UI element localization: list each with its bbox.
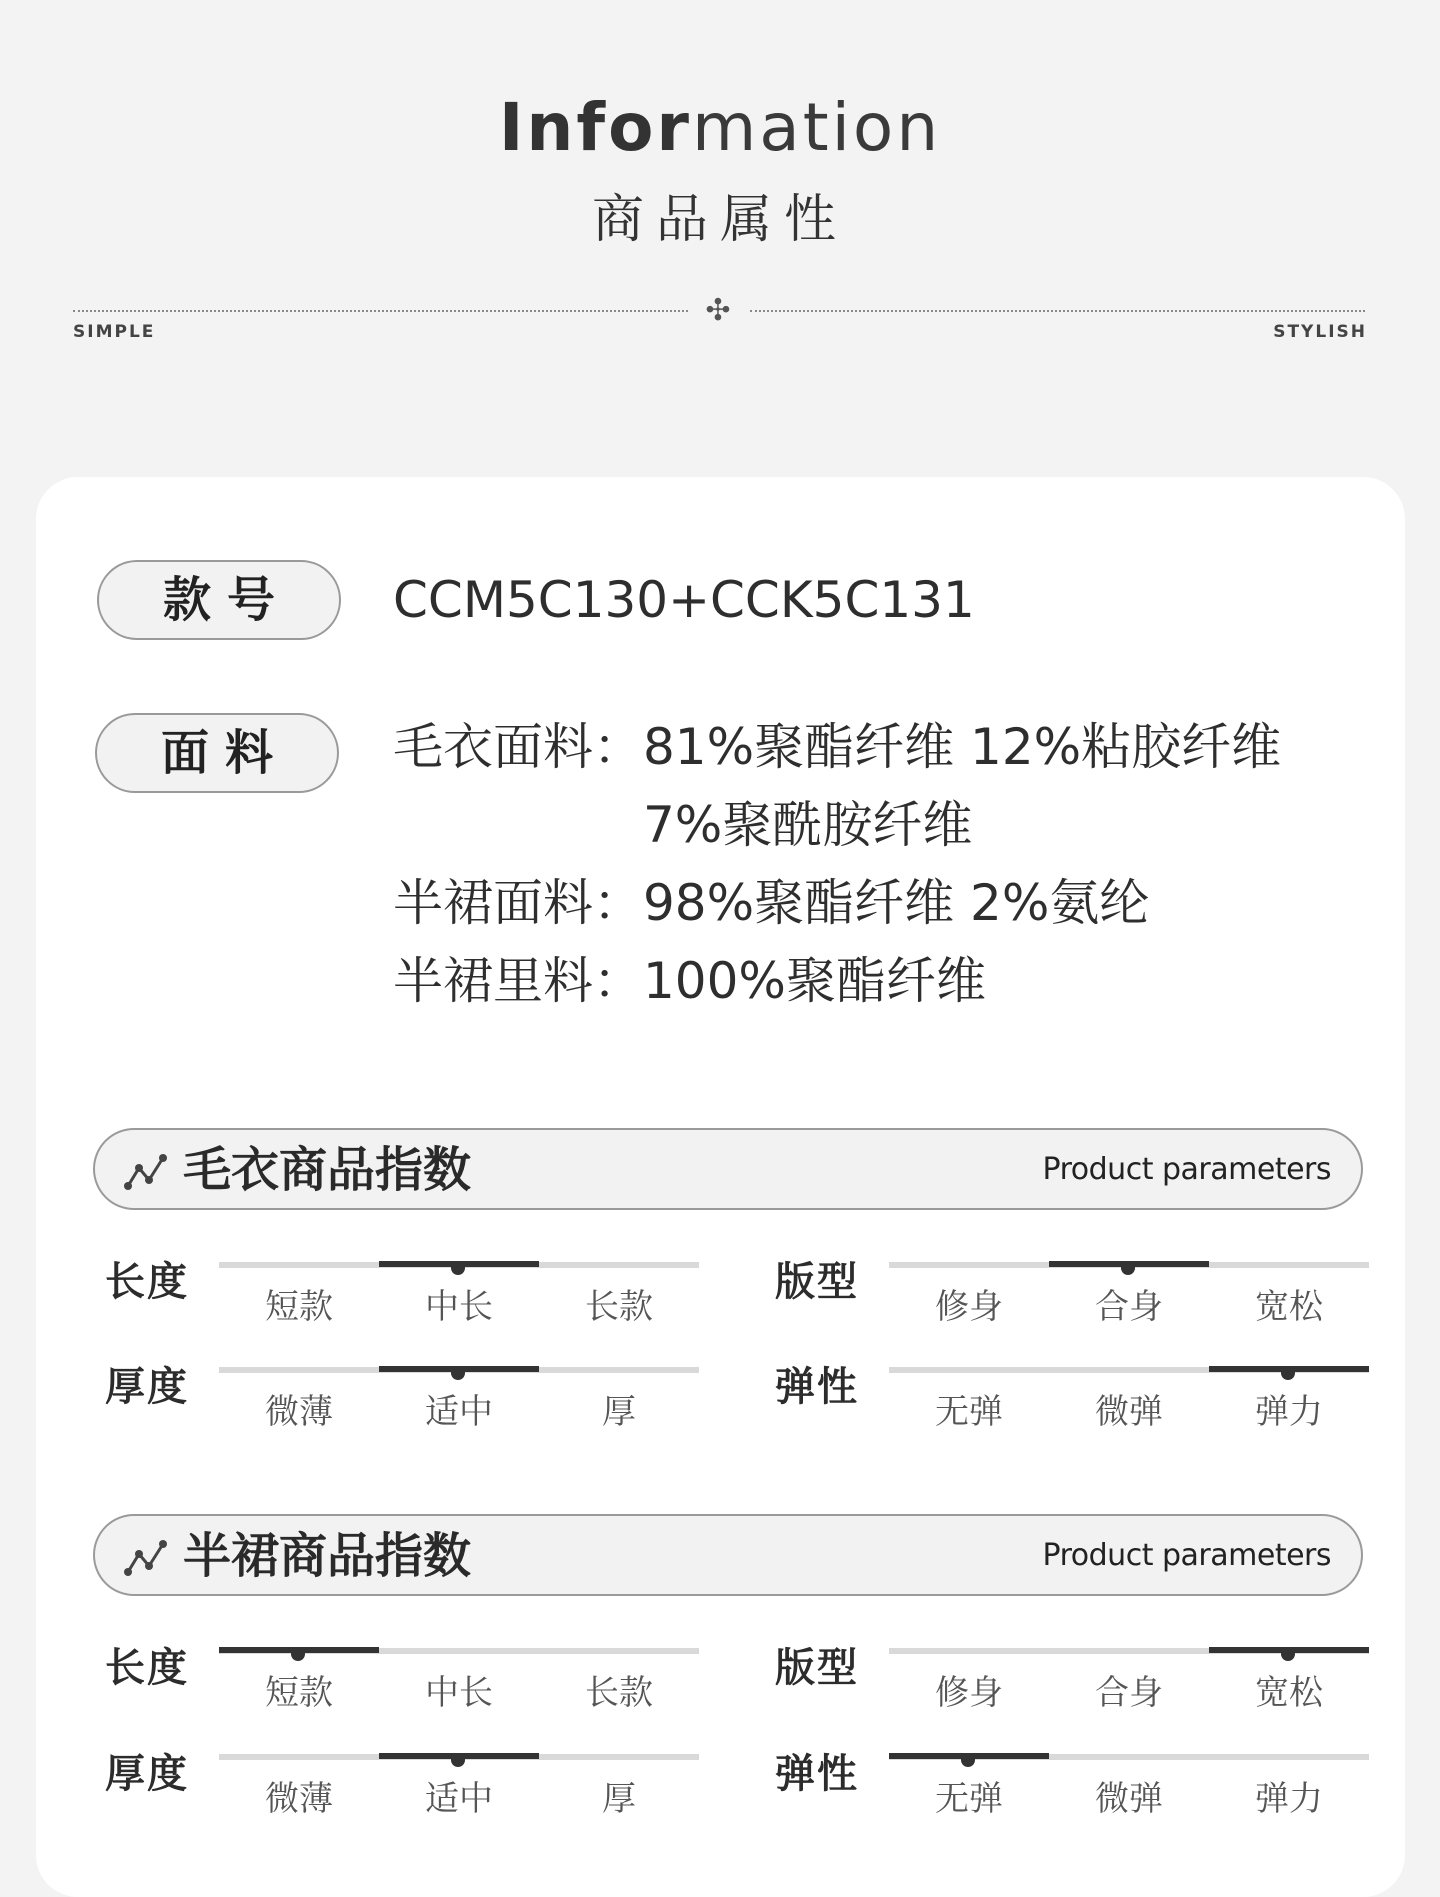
param-option: 厚	[602, 1779, 636, 1819]
section-title: 半裙商品指数	[183, 1528, 472, 1584]
param-selected-indicator	[219, 1647, 379, 1653]
param-selected-indicator	[1209, 1366, 1369, 1372]
param-label: 版型	[775, 1645, 859, 1691]
param-fit	[775, 1643, 1415, 1723]
fabric-line: 毛衣面料：81%聚酯纤维 12%粘胶纤维	[393, 718, 1282, 776]
param-label: 弹性	[775, 1364, 859, 1410]
ornament-icon: ✣	[705, 293, 731, 328]
header	[0, 0, 1440, 360]
page-title-cn: 商品属性	[591, 190, 848, 250]
param-option: 微弹	[1095, 1779, 1163, 1819]
param-option: 长款	[585, 1287, 653, 1327]
trend-chart-icon	[123, 1152, 169, 1192]
info-card	[36, 477, 1405, 1897]
stylish-label: STYLISH	[1273, 322, 1367, 342]
indicator-dot	[1121, 1265, 1135, 1275]
param-elasticity	[775, 1362, 1415, 1442]
fabric-line: 半裙面料：98%聚酯纤维 2%氨纶	[393, 874, 1150, 932]
param-option: 短款	[265, 1287, 333, 1327]
section-title-en: Product parameters	[1042, 1538, 1331, 1573]
sweater-section-header	[93, 1128, 1363, 1210]
param-options	[219, 1775, 699, 1823]
style-no-value: CCM5C130+CCK5C131	[393, 571, 975, 629]
param-scale-track	[889, 1648, 1369, 1654]
param-option: 无弹	[935, 1779, 1003, 1819]
param-selected-indicator	[889, 1753, 1049, 1759]
param-scale-track	[889, 1367, 1369, 1373]
fabric-label: 面料	[160, 725, 289, 781]
simple-label: SIMPLE	[73, 322, 156, 342]
param-length	[105, 1643, 745, 1723]
param-thickness	[105, 1362, 745, 1442]
indicator-dot	[1281, 1651, 1295, 1661]
style-no-label: 款号	[162, 572, 291, 628]
param-option: 无弹	[935, 1392, 1003, 1432]
param-option: 修身	[935, 1287, 1003, 1327]
param-length	[105, 1257, 745, 1337]
param-options	[219, 1669, 699, 1717]
trend-chart-icon	[123, 1538, 169, 1578]
param-option: 微薄	[265, 1392, 333, 1432]
param-option: 修身	[935, 1673, 1003, 1713]
param-options	[889, 1388, 1369, 1436]
param-option: 厚	[602, 1392, 636, 1432]
dotted-divider-left	[73, 310, 688, 312]
indicator-dot	[1281, 1370, 1295, 1380]
param-option: 宽松	[1255, 1673, 1323, 1713]
param-option: 微薄	[265, 1779, 333, 1819]
style-no-pill	[97, 560, 341, 640]
fabric-line: 半裙里料：100%聚酯纤维	[393, 952, 986, 1010]
section-title: 毛衣商品指数	[183, 1142, 472, 1198]
param-option: 弹力	[1255, 1779, 1323, 1819]
param-scale-track	[219, 1648, 699, 1654]
param-selected-indicator	[1049, 1261, 1209, 1267]
indicator-dot	[451, 1370, 465, 1380]
fabric-pill	[95, 713, 339, 793]
param-label: 长度	[105, 1259, 189, 1305]
section-title-en: Product parameters	[1042, 1152, 1331, 1187]
param-label: 厚度	[105, 1364, 189, 1410]
param-fit	[775, 1257, 1415, 1337]
page-title-en	[0, 88, 1440, 168]
param-options	[219, 1388, 699, 1436]
indicator-dot	[451, 1757, 465, 1767]
param-scale-track	[219, 1754, 699, 1760]
param-options	[889, 1283, 1369, 1331]
title-en-bold: Infor	[498, 89, 692, 166]
param-option: 合身	[1095, 1287, 1163, 1327]
param-label: 弹性	[775, 1751, 859, 1797]
param-selected-indicator	[1209, 1647, 1369, 1653]
param-option: 微弹	[1095, 1392, 1163, 1432]
param-option: 适中	[425, 1779, 493, 1819]
param-option: 适中	[425, 1392, 493, 1432]
param-option: 合身	[1095, 1673, 1163, 1713]
param-scale-track	[219, 1367, 699, 1373]
fabric-line: 7%聚酰胺纤维	[643, 796, 973, 854]
title-en-light: mation	[691, 89, 942, 166]
param-option: 中长	[425, 1287, 493, 1327]
param-label: 厚度	[105, 1751, 189, 1797]
param-option: 中长	[425, 1673, 493, 1713]
param-label: 长度	[105, 1645, 189, 1691]
param-option: 弹力	[1255, 1392, 1323, 1432]
indicator-dot	[451, 1265, 465, 1275]
param-option: 长款	[585, 1673, 653, 1713]
param-options	[889, 1775, 1369, 1823]
indicator-dot	[291, 1651, 305, 1661]
param-selected-indicator	[379, 1261, 539, 1267]
param-option: 宽松	[1255, 1287, 1323, 1327]
param-options	[889, 1669, 1369, 1717]
param-elasticity	[775, 1749, 1415, 1829]
param-scale-track	[889, 1754, 1369, 1760]
indicator-dot	[961, 1757, 975, 1767]
param-scale-track	[219, 1262, 699, 1268]
param-scale-track	[889, 1262, 1369, 1268]
param-selected-indicator	[379, 1366, 539, 1372]
dotted-divider-right	[750, 310, 1365, 312]
param-label: 版型	[775, 1259, 859, 1305]
param-option: 短款	[265, 1673, 333, 1713]
skirt-section-header	[93, 1514, 1363, 1596]
param-thickness	[105, 1749, 745, 1829]
param-selected-indicator	[379, 1753, 539, 1759]
param-options	[219, 1283, 699, 1331]
